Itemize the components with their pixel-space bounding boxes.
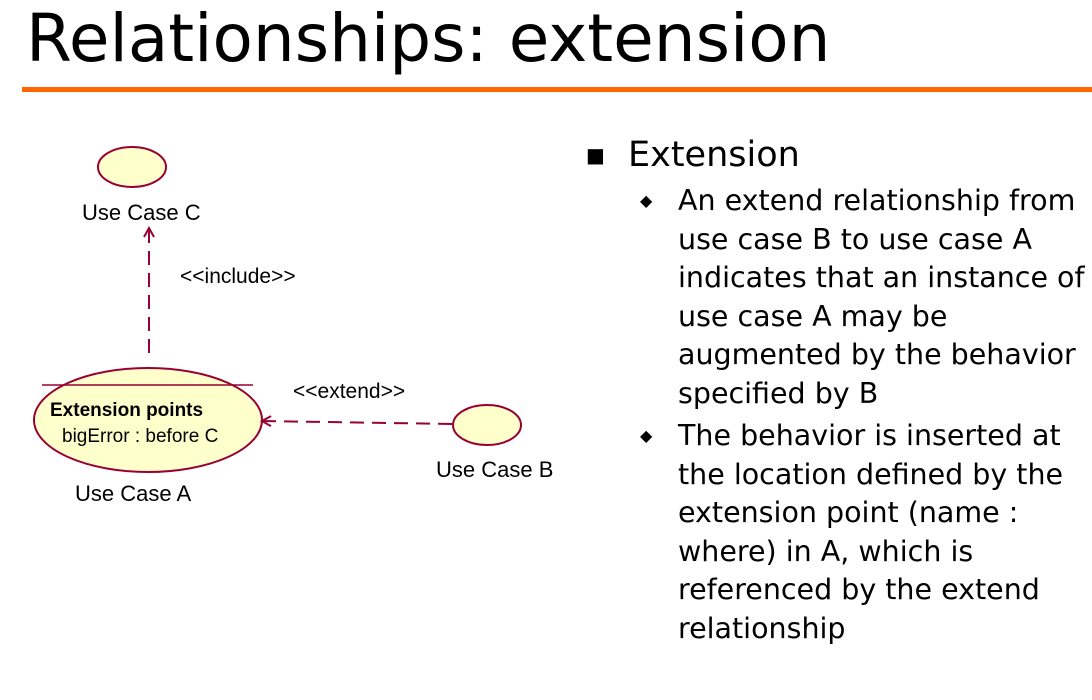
diamond-bullet-icon: ◆ (640, 191, 653, 210)
diamond-bullet-icon: ◆ (640, 426, 653, 445)
sub-bullet (640, 182, 1092, 413)
use-case-a-label: Use Case A (75, 481, 192, 506)
title-underline (22, 87, 1092, 92)
extend-dependency-line (262, 421, 452, 424)
sub-bullet-text: The behavior is inserted at the location defined by the extension point (name : where) in A, which is referenced by the extend relationship (678, 419, 1064, 645)
extension-point-entry: bigError : before C (62, 426, 219, 447)
extend-stereotype-label: <<extend>> (293, 380, 406, 403)
use-case-b-label: Use Case B (436, 457, 554, 482)
use-case-c-ellipse (98, 147, 166, 187)
bullet-heading-text: Extension (628, 135, 800, 175)
use-case-diagram (0, 100, 600, 540)
use-case-b-ellipse (453, 405, 521, 445)
extension-points-header: Extension points (50, 400, 204, 421)
bullet-heading (586, 132, 1092, 178)
use-case-c-label: Use Case C (82, 200, 201, 225)
sub-bullet-text: An extend relationship from use case B to use case A indicates that an instance of use case A may be augmented by the behavior specified by B (678, 184, 1085, 410)
sub-bullet (640, 417, 1092, 648)
bullet-list (586, 132, 1092, 648)
slide-title: Relationships: extension (26, 0, 831, 77)
include-stereotype-label: <<include>> (180, 265, 296, 288)
square-bullet-icon: ■ (586, 143, 605, 167)
